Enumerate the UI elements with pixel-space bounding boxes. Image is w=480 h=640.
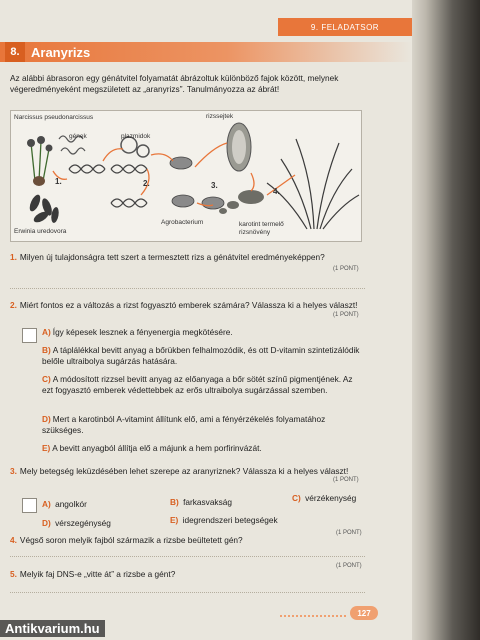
watermark: Antikvarium.hu [0,620,105,637]
footer-dots [280,612,346,617]
step-2: 2. [143,179,150,188]
question-text: Melyik faj DNS-e „vitte át” a rizsbe a gént? [19,569,176,579]
option-letter: D) [42,414,51,424]
choice-text: farkasvakság [183,497,232,507]
question-number: 2. [10,300,17,310]
question-text: Mely betegség leküzdésében lehet szerepe az aranyriznek? Válassza ki a helyes választ! [19,466,349,476]
choice-letter: B) [170,497,179,507]
choice-text: vérzékenység [305,493,357,503]
answer-checkbox[interactable] [22,328,37,343]
question-2-points: (1 PONT) [333,312,359,318]
answer-line-4[interactable] [10,556,365,557]
option-letter: E) [42,443,51,453]
book-page-edge [412,0,480,640]
question-number: 1. [10,252,17,262]
choice-a [42,499,87,509]
gene-transfer-figure [10,110,362,242]
choice-letter: E) [170,515,179,525]
section-number: 8. [5,42,25,62]
choice-text: idegrendszeri betegségek [182,515,278,525]
answer-checkbox[interactable] [22,498,37,513]
answer-line-1[interactable] [10,288,365,289]
question-1-points: (1 PONT) [333,266,359,272]
choice-b [170,497,232,507]
option-letter: A) [42,327,51,337]
label-narcissus: Narcissus pseudonarcissus [14,114,94,121]
option-b [42,345,362,367]
label-erwinia: Erwinia uredovora [14,228,67,235]
option-text: Mert a karotinból A-vitamint állítunk elő, ami a fényérzékelés folyamatához szükséges. [42,414,326,435]
label-plasmids: plazmidok [121,133,151,140]
choice-letter: C) [292,493,301,503]
question-number: 5. [10,569,17,579]
question-number: 4. [10,535,17,545]
option-text: A táplálékkal bevitt anyag a bőrükben felhalmozódik, és ott D-vitamin szintetizálódik belőle ultraibolya sugárzás hatására. [42,345,360,366]
dna-helix-icon [69,165,105,173]
erwinia-bacteria-icon [28,193,60,224]
intro-text: Az alábbi ábrasoron egy génátvitel folyamatát ábrázoltuk különböző fajok között, melynek végeredményeként megszületett az „aranyrizs”. Tanulmányozza az ábrát! [10,73,339,94]
option-text: A bevitt anyagból állítja elő a májunk a hem porfirinvázát. [52,443,262,453]
rice-plant-icon [267,139,359,229]
choice-d [42,518,111,528]
daffodil-plant-icon [27,136,53,186]
question-4 [10,535,330,546]
question-5-points: (1 PONT) [336,563,362,569]
worksheet-header: 9. FELADATSOR [278,18,412,36]
dna-helix-icon [111,199,147,207]
gene-strand-icon [61,148,85,154]
question-number: 3. [10,466,17,476]
option-letter: C) [42,374,51,384]
choice-letter: A) [42,499,51,509]
question-text: Milyen új tulajdonságra tett szert a termesztett rizs a génátvitel eredményeképpen? [19,252,325,262]
question-3-points: (1 PONT) [333,477,359,483]
section-title: Aranyrizs [31,44,91,60]
choice-e [170,515,278,525]
question-text: Végső soron melyik fajból származik a rizsbe beültetett gén? [19,535,243,545]
option-text: Így képesek lesznek a fényenergia megkötésére. [52,327,233,337]
question-4-points: (1 PONT) [336,530,362,536]
label-rice-cells: rizssejtek [206,113,234,120]
plasmid-icon [137,145,149,157]
dna-helix-icon [111,165,147,173]
step-1: 1. [55,177,62,186]
section-title-bar [0,42,412,62]
option-text: A módosított rizzsel bevitt anyag az előanyaga a bőr sötét színű pigmentjének. Az ezt fogyasztó emberek védettebbek az erős ultraibolya sugárzással szemben. [42,374,353,395]
answer-line-5[interactable] [10,592,365,593]
question-5 [10,569,330,580]
question-2 [10,300,365,311]
option-letter: B) [42,345,51,355]
label-genes: gének [69,133,87,140]
choice-text: vérszegénység [55,518,111,528]
option-d [42,414,362,436]
question-text: Miért fontos ez a változás a rizst fogyasztó emberek számára? Válassza ki a helyes választ! [19,300,358,310]
label-agrobacterium: Agrobacterium [161,219,204,226]
label-carotene-rice: karotint termelő rizsnövény [239,221,284,236]
step-3: 3. [211,181,218,190]
option-a [42,327,362,338]
question-1 [10,252,350,263]
choice-c [292,493,356,503]
rice-callus-icon [219,190,264,214]
choice-letter: D) [42,518,51,528]
page-number: 127 [350,606,378,620]
option-c [42,374,362,396]
step-4: 4. [273,187,280,196]
option-e [42,443,362,454]
choice-text: angolkór [55,499,87,509]
question-3 [10,466,365,477]
